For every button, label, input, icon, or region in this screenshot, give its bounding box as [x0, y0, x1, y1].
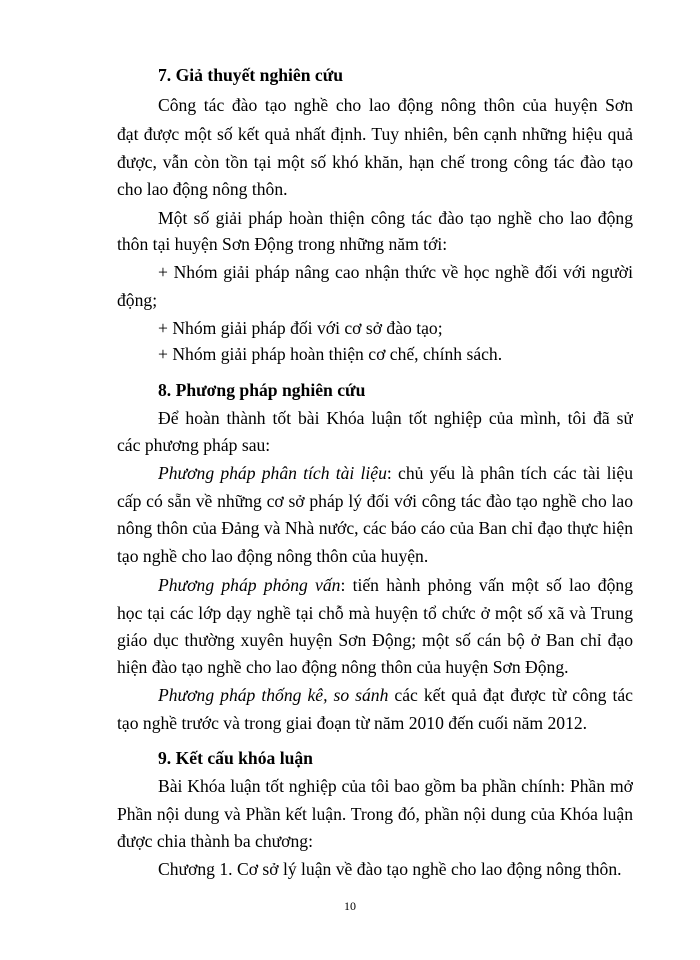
bullet-item: + Nhóm giải pháp đối với cơ sở đào tạo;	[158, 318, 443, 338]
bullet-item: + Nhóm giải pháp nâng cao nhận thức về học nghề đối với người	[158, 262, 633, 282]
paragraph-line: Công tác đào tạo nghề cho lao động nông thôn của huyện Sơn	[158, 95, 633, 115]
paragraph-line: tạo nghề cho lao động nông thôn của huyện.	[117, 546, 429, 566]
section-7-heading: 7. Giả thuyết nghiên cứu	[158, 65, 344, 85]
paragraph-line: được chia thành ba chương:	[117, 831, 313, 851]
method-3-line	[158, 684, 633, 706]
method-2-text: : tiến hành phỏng vấn một số lao động	[340, 575, 633, 595]
paragraph-line: giáo dục thường xuyên huyện Sơn Động; một số cán bộ ở Ban chỉ đạo	[117, 630, 633, 650]
method-3-text: các kết quả đạt được từ công tác	[394, 685, 633, 705]
paragraph-line: học tại các lớp dạy nghề tại chỗ mà huyện tổ chức ở một số xã và Trung	[117, 603, 633, 623]
paragraph-line: hiện đào tạo nghề cho lao động nông thôn của huyện Sơn Động.	[117, 657, 569, 677]
paragraph-line: được, vẫn còn tồn tại một số khó khăn, hạn chế trong công tác đào tạo	[117, 152, 633, 172]
method-1-title: Phương pháp phân tích tài liệu	[158, 463, 387, 483]
paragraph-line: cho lao động nông thôn.	[117, 179, 288, 199]
method-2-title: Phương pháp phỏng vấn	[158, 575, 341, 595]
method-3-title: Phương pháp thống kê, so sánh	[158, 685, 389, 705]
section-8-heading: 8. Phương pháp nghiên cứu	[158, 380, 366, 400]
bullet-item-continuation: động;	[117, 290, 158, 310]
paragraph-line: Để hoàn thành tốt bài Khóa luận tốt nghiệp của mình, tôi đã sử	[158, 408, 633, 428]
paragraph-line: đạt được một số kết quả nhất định. Tuy nhiên, bên cạnh những hiệu quả	[117, 124, 633, 144]
paragraph-line: tạo nghề trước và trong giai đoạn từ năm 2010 đến cuối năm 2012.	[117, 713, 588, 733]
paragraph-line: Một số giải pháp hoàn thiện công tác đào tạo nghề cho lao động	[158, 208, 633, 228]
chapter-1-line: Chương 1. Cơ sở lý luận về đào tạo nghề cho lao động nông thôn.	[158, 859, 622, 879]
paragraph-line: cấp có sẵn về những cơ sở pháp lý đối với công tác đào tạo nghề cho lao	[117, 491, 633, 511]
paragraph-line: nông thôn của Đảng và Nhà nước, các báo cáo của Ban chỉ đạo thực hiện	[117, 518, 633, 538]
method-1-text: : chủ yếu là phân tích các tài liệu	[386, 463, 633, 483]
bullet-item: + Nhóm giải pháp hoàn thiện cơ chế, chính sách.	[158, 344, 503, 364]
paragraph-line: thôn tại huyện Sơn Động trong những năm tới:	[117, 234, 448, 254]
paragraph-line: Bài Khóa luận tốt nghiệp của tôi bao gồm ba phần chính: Phần mở	[158, 776, 633, 796]
section-9-heading: 9. Kết cấu khóa luận	[158, 748, 313, 768]
method-1-line	[158, 462, 633, 484]
page-number: 10	[344, 899, 356, 913]
paragraph-line: các phương pháp sau:	[117, 435, 271, 455]
paragraph-line: Phần nội dung và Phần kết luận. Trong đó, phần nội dung của Khóa luận	[117, 804, 633, 824]
method-2-line	[158, 574, 633, 596]
